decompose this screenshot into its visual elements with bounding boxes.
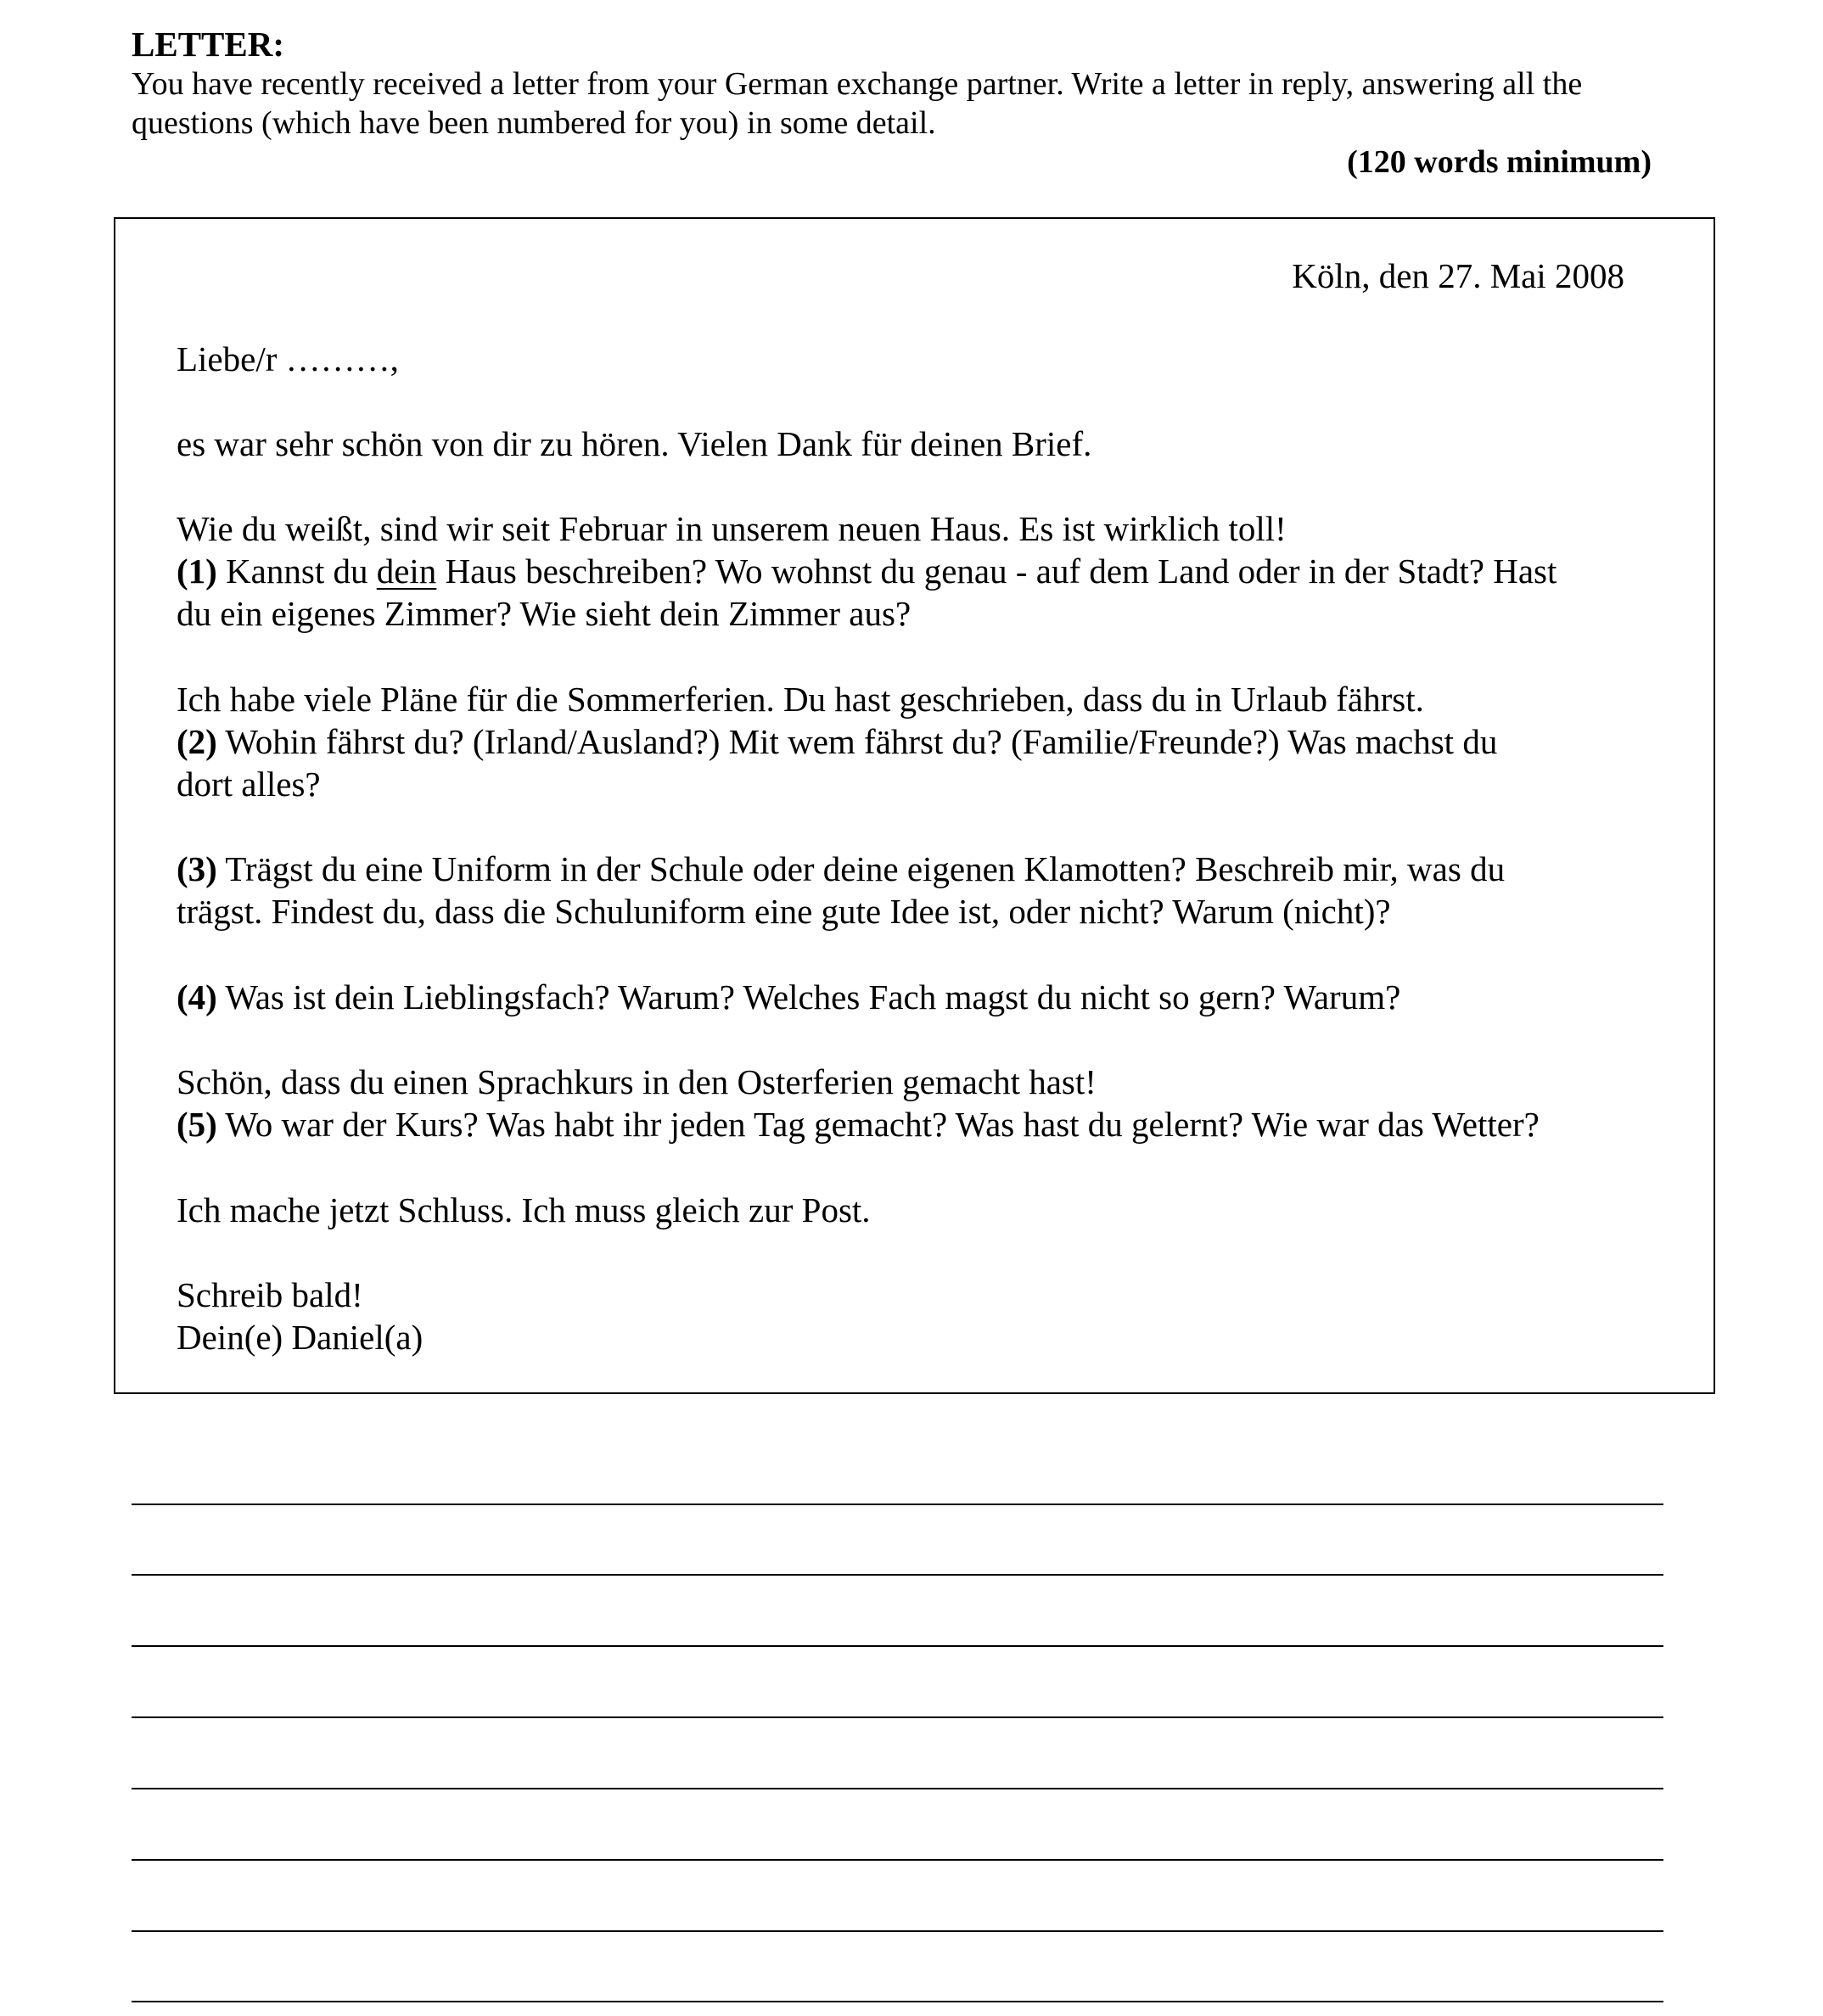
answer-line[interactable]	[132, 1716, 1663, 1718]
question-number: (5)	[177, 1105, 217, 1144]
question-text: Was ist dein Lieblingsfach? Warum? Welches Fach magst du nicht so gern? Warum?	[216, 977, 1401, 1016]
answer-line[interactable]	[132, 1788, 1663, 1789]
question-text: Haus beschreiben? Wo wohnst du genau - auf dem Land oder in der Stadt? Hast	[436, 552, 1557, 591]
question-text: Kannst du	[216, 552, 377, 591]
letter-closing: Ich mache jetzt Schluss. Ich muss gleich zur Post.	[177, 1190, 871, 1229]
question-1-continued: du ein eigenes Zimmer? Wie sieht dein Zimmer aus?	[177, 594, 912, 633]
letter-paragraph: es war sehr schön von dir zu hören. Vielen Dank für deinen Brief.	[177, 424, 1092, 463]
letter-paragraph: Schön, dass du einen Sprachkurs in den Osterferien gemacht hast!	[177, 1062, 1097, 1101]
answer-line[interactable]	[132, 1504, 1663, 1505]
question-text: Trägst du eine Uniform in der Schule oder deine eigenen Klamotten? Beschreib mir, was du	[216, 849, 1506, 888]
underlined-word: dein	[376, 552, 437, 591]
letter-paragraph: Wie du weißt, sind wir seit Februar in unserem neuen Haus. Es ist wirklich toll!	[177, 509, 1287, 548]
question-text: Wohin fährst du? (Irland/Ausland?) Mit wem fährst du? (Familie/Freunde?) Was machst du	[216, 722, 1498, 761]
word-limit: (120 words minimum)	[1347, 144, 1652, 180]
letter-salutation: Liebe/r ………,	[177, 339, 399, 378]
question-number: (2)	[177, 722, 217, 761]
letter-signature: Dein(e) Daniel(a)	[177, 1318, 423, 1357]
question-text: Wo war der Kurs? Was habt ihr jeden Tag gemacht? Was hast du gelernt? Wie war das Wetter?	[216, 1105, 1540, 1144]
question-number: (4)	[177, 977, 217, 1016]
answer-line[interactable]	[132, 1574, 1663, 1576]
task-heading: LETTER:	[132, 25, 284, 64]
letter-date: Köln, den 27. Mai 2008	[1292, 256, 1624, 295]
question-2	[177, 720, 1497, 763]
question-1	[177, 550, 1557, 592]
question-3	[177, 848, 1505, 890]
task-instructions: You have recently received a letter from your German exchange partner. Write a letter in reply, answering all the questions (which have been numbered for you) in some detail.	[132, 66, 1583, 141]
letter-paragraph: Ich habe viele Pläne für die Sommerferien. Du hast geschrieben, dass du in Urlaub fährst.	[177, 680, 1424, 719]
question-5	[177, 1103, 1540, 1145]
answer-line[interactable]	[132, 1930, 1663, 1932]
answer-line[interactable]	[132, 1645, 1663, 1647]
question-2-continued: dort alles?	[177, 764, 321, 804]
answer-line[interactable]	[132, 1859, 1663, 1861]
question-number: (3)	[177, 849, 217, 888]
answer-line[interactable]	[132, 2001, 1663, 2002]
question-number: (1)	[177, 552, 217, 591]
question-4	[177, 976, 1400, 1018]
question-3-continued: trägst. Findest du, dass die Schuluniform eine gute Idee ist, oder nicht? Warum (nicht)?	[177, 892, 1391, 931]
letter-signoff: Schreib bald!	[177, 1275, 363, 1314]
